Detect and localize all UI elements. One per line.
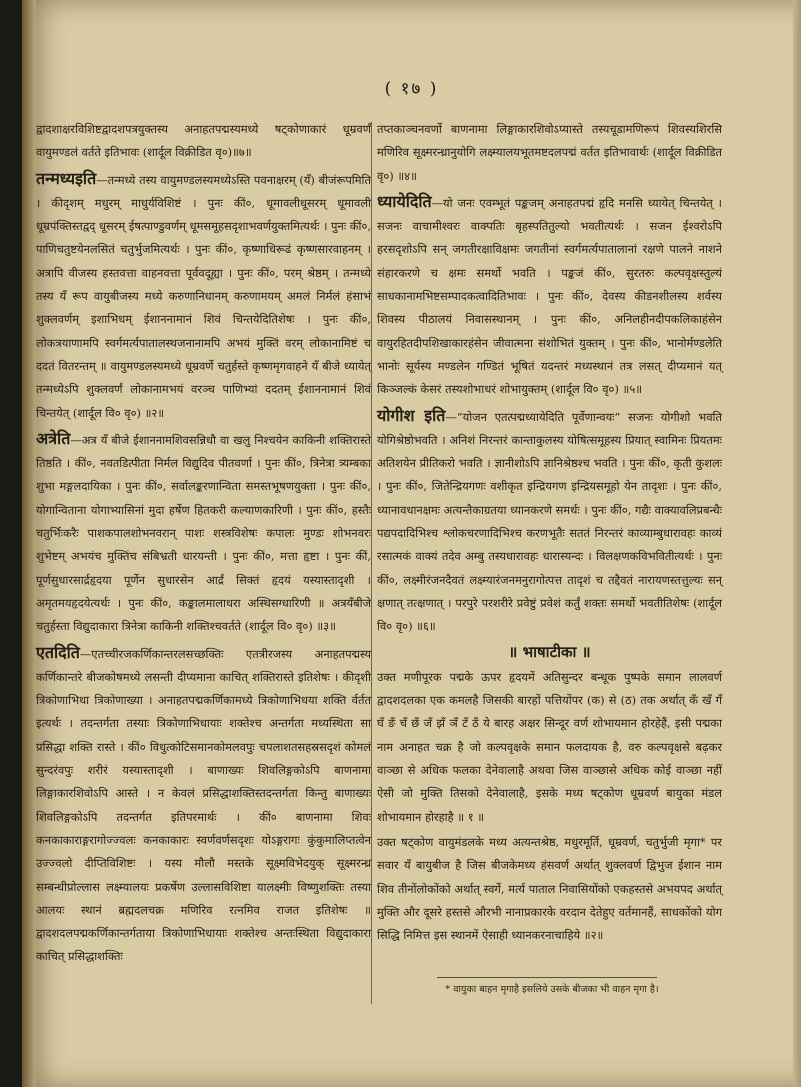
hindi-paragraph: उक्त षट्कोण वायुमंडलके मध्य अत्यन्तश्रेष्ठ, मधुरमूर्ति, धूम्रवर्ण, चतुर्भुजी मृगा* पर सवार यँ बायुबीज है जिस बीजकेमध्य हंसवर्ण अर्थात् शुक्लवर्ण द्विभुज ईशान नाम शिव तीनोंलोकोंको अर्थात् स्वर्गे, मर्त्य पाताल निवासियोंको एकहस्तसे अभयपद अर्थात् मुक्ति और दूसरे हस्तसे औरभी नानाप्रकारके वरदान देतेहुए वर्तमानहैं, साधकोंको योग सिद्धि निमित्त इस स्थानमें ऐसाही ध्यानकरनाचाहिये ॥२॥ bbox=[377, 834, 722, 943]
paragraph: द्वादशाक्षरविशिष्टद्वादशपत्रयुक्तस्य अनाहतपद्मस्यमध्ये षट्कोणाकारं धूम्रवर्णं वायुमण्डलं वर्तते इतिभावः (शार्दूल विक्रीडित वृ०)॥७॥ bbox=[36, 122, 371, 160]
commentary-text: —एतच्चीरजकर्णिकान्तरलसच्छक्तिः एतत्रीरजस्य अनाहतपद्मस्य कर्णिकान्तरे बीजकोषमध्ये लसन्ती दीप्यमाना काचित् शक्तिरास्ते इतिशेषः । कीदृशी त्रिकोणाभिधा त्रिकोणाख्या । अनाहतपद्मकर्णिकामध्ये त्रिकोणाभिधया शक्ति र्वर्तत इत्यर्थः । तदन्तर्गता तस्याः त्रिकोणाभिधायाः शक्तेश्च अन्तर्गता मध्यस्थिता सा प्रसिद्धा शक्ति रास्ते । कीं० विधुत्कोटिसमानकोमलवपुः चपलाशतसहस्रसदृशं कोमलं सुन्दरंवपुः शरीरं यस्यास्तादृशी । बाणाख्यः शिवलिङ्गकोऽपि बाणनामा लिङ्गाकारशिवोऽपि आस्ते । न केवलं प्रसिद्धाशक्तिस्तदन्तर्गता किन्तु बाणाख्यः शिवलिङ्गकोऽपि तदन्तर्गत इतिपरमार्थः । कीं० बाणनामा शिवः कनकाकाराङ्गरागोज्ज्वलः कनकाकारः स्वर्णवर्णसदृशः योऽङ्गरागः कुंकुमालिप्तत्वेन उज्ज्वलो दीप्तिविशिष्टः । यस्य मौलौ मस्तके सूक्ष्मविभेदयुक् सूक्ष्मरन्ध्र सम्बन्धीप्रोल्लास लक्ष्म्यालयः प्रकर्षेण उल्लासविशिष्टा यालक्ष्मीः विष्णुशक्तिः तस्या आलयः स्थानं ब्रह्मदलचक्र मणिरिव रत्नमिव राजत इतिशेषः ॥ द्वादशदलपद्मकर्णिकान्तर्गताया त्रिकोणाभिधायाः शक्तेश्च अन्तःस्थिता विद्युदाकारा काचित् प्रसिद्धाशक्तिः bbox=[36, 646, 371, 964]
page-edge bbox=[793, 0, 801, 1087]
column-divider bbox=[371, 122, 372, 1004]
verse-lead: तन्मध्यइति bbox=[36, 168, 97, 188]
hindi-paragraph: उक्त मणीपूरक पद्मके ऊपर हृदयमें अतिसुन्दर बन्धूक पुष्पके समान लालवर्ण द्वादशदलका एक कमलहै जिसकी बारहों पत्तियोंपर (क) से (ठ) तक अर्थात् कँ खँ गँ घँ ङँ चँ छँ जँ झँ ञँ टँ ठँ ये बारह अक्षर सिन्दूर वर्ण शोभायमान होरहेहैं, इसी पद्मका नाम अनाहत चक्र है जो कल्पवृक्षके समान फलदायक है, वरु कल्पवृक्षसे बढ़कर वाञ्छा से अधिक फलका देनेवालाहै अथवा जिस वाञ्छासे अधिक कोई वाञ्छा नहीं ऐसी जो मुक्ति तिसको देनेवालाहै, इसके मध्य षट्कोण धूम्रवर्ण बायुका मंडल शोभायमान होरहाहै ॥ १ ॥ bbox=[377, 669, 722, 824]
verse-lead: एतदिति bbox=[36, 642, 80, 662]
commentary-text: —यो जनः एवम्भूतं पङ्कजम् अनाहतपद्मं हृदि मनसि ध्यायेत् चिन्तयेत् । सजनः वाचामीश्वरः वाक्पतिः बृहस्पतितुल्यो भवतीत्यर्थः । सजन ईश्वरोऽपि हरसदृशोऽपि सन् जगतीरक्षाविक्षमः जगतीनां स्वर्गमर्त्यपातालानां रक्षणे पालने नाशने संहारकरणे च क्षमः समर्थो भवति । पङ्कजं कीं०, सुरतरुः कल्पवृक्षस्तुल्यं साधकानामभिष्टसम्पादकत्वादितिभावः । पुनः कीं०, देवस्य कीडनशीलस्य शर्वस्य शिवस्य पीठालयं निवासस्थानम् । पुनः कीं०, अनिलहीनदीपकलिकाहंसेन वायुरहितदीपशिखाकारहंसेन जीवात्मना संशोभितं युक्तम् । पुनः कीं०, भानोर्मण्डलेति भानोः सूर्यस्य मण्डलेन गण्डितं भूषितं यदन्तरं मध्यस्थानं तत्र लसत् दीप्यमानं यत् किञ्जल्कं केसरं तस्यशोभाधरं शोभायुक्तम् (शार्दूल वि० वृ०) ॥५॥ bbox=[377, 195, 722, 397]
commentary-paragraph bbox=[377, 404, 722, 639]
verse-lead: अत्रेति bbox=[36, 428, 71, 448]
section-heading: ॥ भाषाटीका ॥ bbox=[508, 642, 591, 661]
page-number: ( १७ ) bbox=[384, 79, 439, 99]
footnote: * वायुका बाहन मृगाहै इसलिये उसके बीजका भी वाहन मृगा है। bbox=[445, 984, 659, 995]
left-column bbox=[36, 118, 371, 971]
commentary-paragraph bbox=[377, 190, 722, 402]
verse-lead: ध्यायेदिति bbox=[377, 191, 432, 211]
verse-lead: योगीश इति bbox=[377, 405, 446, 425]
commentary-text: —तन्मध्ये तस्य वायुमण्डलस्यमध्येऽस्ति पवनाक्षरम् (यँ) बीजंरूपमिति । कीदृशम् मधुरम् माधुर्यविशिष्टं । पुनः कीं०, धूमावलीधूसरम् धूमावली धूम्रपंक्तिस्तद्वद् धूसरम् ईषत्पाण्डुवर्णम् धूमसमूहसदृशाभवर्णयुक्तमित्यर्थः । पुनः कीं०, पाणिचतुष्टयेनलसितं चतुर्भुजमित्यर्थः । पुनः कीं०, कृष्णाधिरूढं कृष्णसारवाहनम् । अत्रापि वीजस्य हस्तवत्ता वाहनवत्ता पूर्ववदूह्या । पुनः कीं०, परम् श्रेष्ठम् । तन्मध्ये तस्य यँ रूप वायुबीजस्य मध्ये करुणानिधानम् करुणामयम् अमलं निर्मलं हंसाभं शुक्लवर्णम् इशाभिधम् ईशाननामानं शिवं चिन्तयेदितिशेषः । पुनः कीं०, लोकत्रयाणामपि स्वर्गमर्त्यपातालस्थजनानामपि अभयं मुक्तिं वरम् लोकानामिष्टं च ददतं वितरन्तम् ॥ वायुमण्डलस्यमध्ये धूम्रवर्णे चतुर्हस्ते कृष्णमृगवाहने यँ बीजे ध्यायेत् तन्मध्येऽपि शुक्लवर्णं लोकानामभयं वरञ्च पाणिभ्यां ददतम् ईशाननामानं शिवं चिन्तयेत् (शार्दूल वि० वृ०) ॥२॥ bbox=[36, 172, 371, 420]
commentary-paragraph bbox=[36, 641, 371, 969]
page-gutter bbox=[22, 0, 36, 1087]
right-column bbox=[377, 118, 722, 949]
footnote-rule bbox=[437, 977, 657, 978]
book-page bbox=[22, 0, 801, 1087]
commentary-text: —“योजन एतत्पद्मध्यायेदिति पूर्वेणान्वयः” सजनः योगीशो भवति योगिश्रेष्ठोभवति । अनिशं निरन्तरं कान्ताकुलस्य योषित्समूहस्य प्रियात् स्वामिनः प्रियतमः अतिशयेन प्रीतिकरो भवति । ज्ञानीशोऽपि ज्ञानिश्रेष्ठश्च भवति । पुनः कीं०, कृती कुशलः । पुनः कीं०, जितेन्द्रियगणः वशीकृत इन्द्रियगण इन्द्रियसमूहो येन तादृशः । पुनः कीं०, ध्यानावधानक्षमः अत्यन्तैकाग्रतया ध्यानकरणे समर्थः । पुनः कीं०, गद्यैः वाक्यावलिप्रबन्धैः पद्यपदादिभिश्च श्लोकचरणादिभिश्च करणभूतैः सततं निरन्तरं काव्याम्बुधारावहः काव्यं रसात्मकं वाक्यं तदेव अम्बु तस्यधारावहः धारास्यन्दः । विलक्षणकविभवितीत्यर्थः । पुनः कीं०, लक्ष्मीरंजनदैवतं लक्ष्म्यारंजनमनुरागोत्पत्त तादृशं च तद्दैवतं नारायणस्तत्तुल्यः सन् क्षणात् तत्क्षणात् । परपुरे परशरीरे प्रवेष्टुं प्रवेशं कर्तुं शक्तः समर्थो भवतीतिशेषः (शार्दूल वि० वृ०) ॥६॥ bbox=[377, 409, 722, 634]
commentary-paragraph bbox=[36, 167, 371, 425]
commentary-text: —अत्र यँ बीजे ईशाननामशिवसन्निधौ वा खलु निश्चयेन काकिनी शक्तिरास्ते तिष्ठति । कीं०, नवतडित्पीता निर्मल विद्युदिव पीतवर्णा । पुनः कीं०, त्रिनेत्रा त्र्यम्बका शुभा मङ्गलदायिका । पुनः कीं०, सर्वालङ्करणान्विता समस्तभूषणयुक्ता । पुनः कीं०, योगान्विताना योगाभ्यासिनां मुदा हर्षेण हितकरी कल्याणकारिणी । पुनः कीं०, हस्तैः चतुर्भिःकरैः पाशकपालशोभनवरान् पाशः शस्त्रविशेषः कपालः मुण्डः शोभनवरः शुभेष्टम् अभयंच मुक्तिंच संबिभ्रती धारयन्ती । पुनः कीं०, मत्ता हृष्टा । पुनः कीं, पूर्णसुधारसार्द्रहृदया पूर्णेन सुधारसेन आर्द्रं सिक्तं हृदयं यस्यास्तादृशी । अमृतमयहृदयेत्यर्थः । पुनः कीं०, कङ्कालमालाधरा अस्थिसग्धारिणी ॥ अत्रयँबीजे चतुर्हस्ता विद्युदाकारा त्रिनेत्रा काकिनी शक्तिश्चवर्तते (शार्दूल वि० वृ०) ॥३॥ bbox=[36, 432, 371, 634]
commentary-paragraph bbox=[36, 427, 371, 639]
paragraph: तप्तकाञ्चनवर्णो बाणनामा लिङ्गाकारशिवोऽप्यास्ते तस्यचूडामणिरूपं शिवस्यशिरसि मणिरिव सूक्ष्मरन्ध्रानुयोगि लक्ष्म्यालयभूतमष्टदलपद्मं वर्तत इतिभावार्थः (शार्दूल विक्रीडित वृ०) ॥४॥ bbox=[377, 122, 722, 183]
